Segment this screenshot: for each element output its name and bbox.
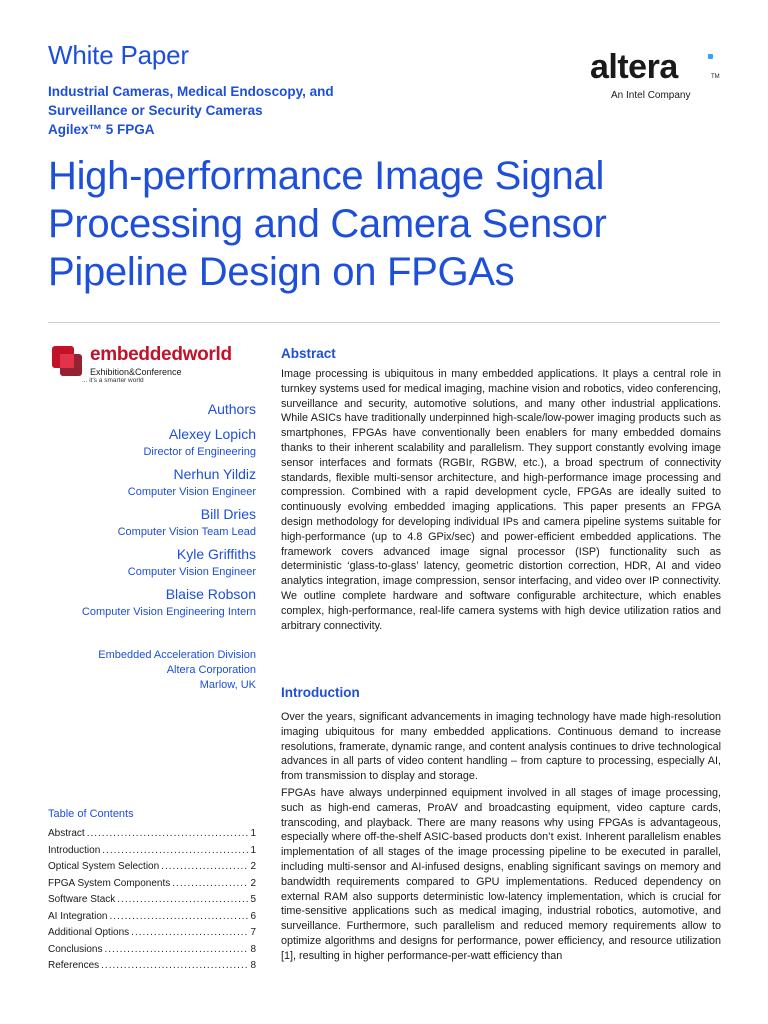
toc-entry-label: References (48, 960, 100, 971)
subtitle-line: Industrial Cameras, Medical Endoscopy, and (48, 84, 334, 99)
page-title (48, 152, 728, 296)
toc-entry[interactable] (48, 925, 256, 942)
affiliation-line: Marlow, UK (199, 679, 256, 691)
author-name: Bill Dries (200, 506, 256, 522)
toc-entry[interactable] (48, 859, 256, 876)
author-role: Computer Vision Team Lead (117, 526, 256, 538)
toc-entry-page: 8 (250, 960, 256, 971)
toc-entry[interactable] (48, 958, 256, 975)
toc-entry-label: Conclusions (48, 943, 103, 955)
table-of-contents (48, 808, 256, 975)
abstract-heading: Abstract (281, 346, 336, 361)
toc-leader (102, 843, 248, 860)
authors-heading: Authors (207, 401, 256, 417)
author-name: Alexey Lopich (168, 426, 256, 442)
event-logo-tagline: ... it's a smarter world (82, 377, 144, 384)
toc-entry-page: 8 (250, 943, 256, 955)
author-name: Kyle Griffiths (176, 546, 256, 562)
author-role: Computer Vision Engineering Intern (81, 606, 256, 618)
authors-block (30, 398, 256, 622)
toc-leader (104, 942, 248, 959)
toc-entry-page: 1 (250, 844, 256, 856)
toc-entry-label: FPGA System Components (48, 877, 171, 889)
toc-entry-page: 1 (250, 828, 256, 839)
toc-leader (131, 925, 248, 942)
toc-entry-label: Software Stack (48, 894, 116, 905)
altera-logo-word (590, 48, 678, 87)
toc-leader (109, 909, 248, 926)
toc-entry[interactable] (48, 826, 256, 843)
toc-entry-label: Abstract (48, 828, 85, 839)
toc-entry[interactable] (48, 876, 256, 893)
document-type-label: White Paper (48, 40, 189, 70)
logo-text: altera (590, 48, 678, 86)
event-logo-name: embeddedworld (90, 344, 232, 365)
introduction-heading: Introduction (281, 685, 360, 700)
introduction-paragraph: Over the years, significant advancements in imaging technology have made high-resolution imaging ubiquitous for many embedded applications. Continuous demand to increase resolutions, framerate, dynamic range, and content analysis continues to drive technological advances in all parts of video content handling – from capture to processing, especially AI, from transmission to display and storage. (281, 711, 721, 783)
logo-trademark: TM (711, 74, 720, 80)
subtitle-line: Agilex™ 5 FPGA (48, 122, 155, 137)
document-subtitle (48, 82, 408, 139)
header-divider (48, 322, 720, 323)
toc-entry-label: AI Integration (48, 910, 108, 922)
toc-entry-page: 6 (250, 910, 256, 922)
toc-heading: Table of Contents (48, 808, 134, 820)
toc-entry-page: 2 (250, 877, 256, 889)
author-role: Computer Vision Engineer (127, 486, 256, 498)
embedded-world-logo (48, 342, 258, 384)
author-name: Nerhun Yildiz (173, 466, 256, 482)
toc-leader (172, 876, 248, 893)
event-logo-subtitle: Exhibition&Conference (90, 367, 182, 377)
toc-entry-label: Optical System Selection (48, 861, 160, 872)
toc-entry[interactable] (48, 909, 256, 926)
toc-entry[interactable] (48, 892, 256, 909)
altera-logo (590, 48, 730, 108)
affiliation-line: Embedded Acceleration Division (98, 649, 256, 661)
toc-entry-label: Introduction (48, 844, 101, 856)
author-role: Director of Engineering (143, 446, 256, 458)
subtitle-line: Surveillance or Security Cameras (48, 103, 263, 118)
logo-tagline: An Intel Company (611, 90, 691, 101)
title-line: Processing and Camera Sensor (48, 202, 607, 246)
author-name: Blaise Robson (165, 586, 256, 602)
affiliation (30, 648, 256, 693)
toc-entry-label: Additional Options (48, 927, 130, 938)
toc-entry-page: 7 (250, 927, 256, 938)
toc-entry[interactable] (48, 843, 256, 860)
embedded-world-mark-icon (50, 344, 84, 378)
introduction-paragraph: FPGAs have always underpinned equipment involved in all stages of image processing, such as high-end cameras, ProAV and broadcasting equipment, video capture cards, transcoding, and playback. There are many reasons why using FPGAs is advantageous, especially where off-the-shelf ASIC-based products don’t exist. Inherent parallelism enables implementation of all stages of the image processing pipeline to be executed in parallel, including multi-sensor and AI-infused designs, enabling significant savings on memory and bandwidth requirements compared to GPU implementations. Reduced dependency on external RAM also supports deterministic low-latency implementation, which is crucial for time-sensitive applications such as medical imaging, industrial robotics, automotive, and surveillance. Furthermore, such parallelism and reduced memory requirements allow to optimize algorithms and designs for performance, power efficiency, and resource utilization [1], resulting in higher performance-per-watt efficiency than (281, 787, 721, 962)
title-line: Pipeline Design on FPGAs (48, 250, 515, 294)
toc-leader (87, 826, 249, 843)
toc-entry-page: 2 (250, 861, 256, 872)
title-line: High-performance Image Signal (48, 154, 605, 198)
toc-leader (101, 958, 248, 975)
affiliation-line: Altera Corporation (166, 664, 256, 676)
logo-dot-icon (708, 54, 713, 59)
abstract-paragraph: Image processing is ubiquitous in many embedded applications. It plays a central role in turnkey systems used for medical imaging, machine vision and robotics, video conferencing, surveillance and security, automotive solutions, and many other industrial applications. While ASICs have traditionally underpinned high-scale/low-power imaging products such as smartphones, FPGAs have conventionally been enablers for many embedded domains thanks to their inherent scalability and parallelism. They support constantly evolving image sensor interfaces and formats (RGBIr, RGBW, etc.), a broad spectrum of connectivity standards, flexible multi-sensor architecture, and high-performance image processing and compression. Combined with a rapid development cycle, FPGAs are ideally suited to continuously evolving embedded imaging applications. This paper presents an FPGA design methodology for developing individual IPs and camera pipeline systems suitable for high-performance (up to 4.8 GPix/sec) and power-efficient embedded applications. The framework covers advanced image signal processor (ISP) functionality such as deterministic ‘glass-to-glass’ latency, geometric distortion correction, HDR, AI and video analytics integration, image compression, sensor interfacing, and video over IP connectivity. We outline complete hardware and software configurable architecture, which enables complex, high-performance, real-life camera systems with high device utilization ratios and arbitrary connectivity. (281, 368, 721, 632)
toc-leader (161, 859, 248, 876)
toc-entry-page: 5 (250, 894, 256, 905)
toc-entry[interactable] (48, 942, 256, 959)
toc-leader (117, 892, 248, 909)
author-role: Computer Vision Engineer (127, 566, 256, 578)
